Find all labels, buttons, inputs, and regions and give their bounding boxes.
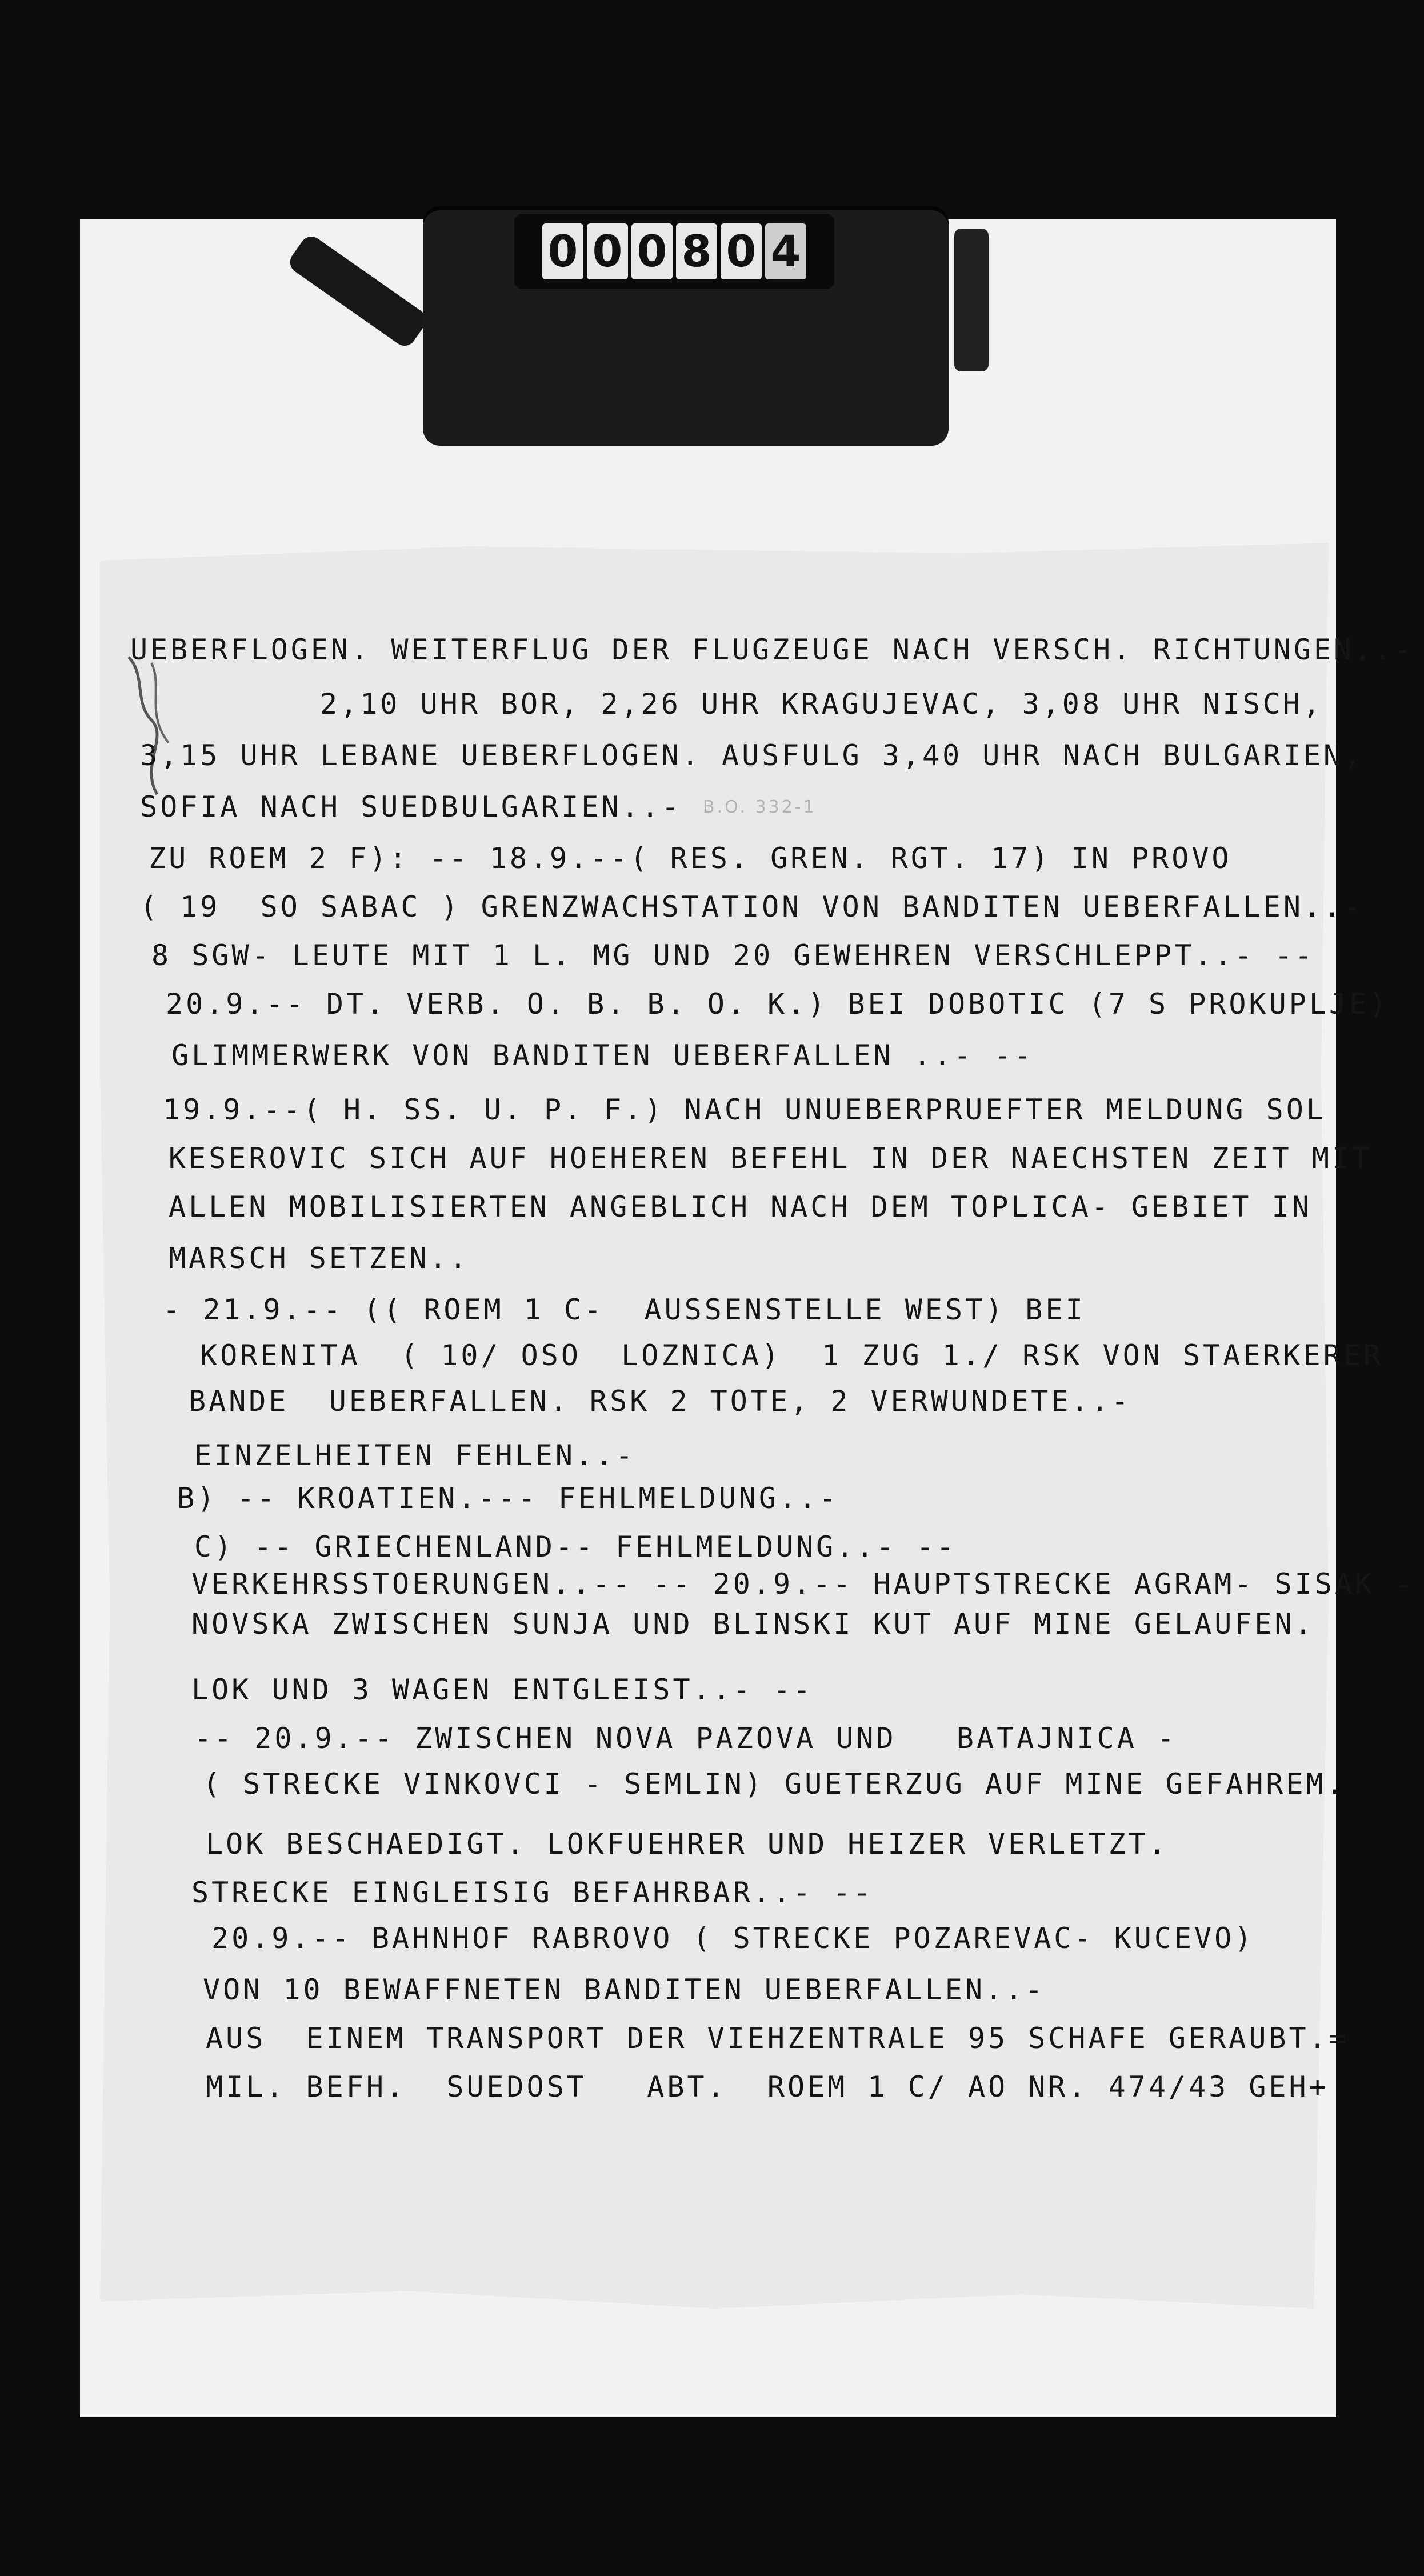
counter-digit: 8 [676, 223, 717, 279]
counter-digit: 0 [542, 223, 583, 279]
document-line: STRECKE EINGLEISIG BEFAHRBAR..- -- [191, 1876, 874, 1909]
document-line: C) -- GRIECHENLAND-- FEHLMELDUNG..- -- [194, 1530, 957, 1563]
document-line: SOFIA NACH SUEDBULGARIEN..- [140, 790, 682, 823]
document-line: AUS EINEM TRANSPORT DER VIEHZENTRALE 95 SCHAFE GERAUBT.= [206, 2022, 1349, 2055]
document-line: ( STRECKE VINKOVCI - SEMLIN) GUETERZUG AUF MINE GEFAHREM. [203, 1767, 1346, 1801]
document-line: B) -- KROATIEN.--- FEHLMELDUNG..- [177, 1482, 839, 1515]
document-line: VERKEHRSSTOERUNGEN..-- -- 20.9.-- HAUPTSTRECKE AGRAM- SISAK - [191, 1567, 1415, 1601]
document-line: 20.9.-- BAHNHOF RABROVO ( STRECKE POZAREVAC- KUCEVO) [211, 1922, 1255, 1955]
counter-digit: 0 [721, 223, 762, 279]
document-line: 3,15 UHR LEBANE UEBERFLOGEN. AUSFULG 3,40 UHR NACH BULGARIEN, [140, 739, 1364, 772]
document-line: UEBERFLOGEN. WEITERFLUG DER FLUGZEUGE NACH VERSCH. RICHTUNGEN..- [130, 633, 1414, 666]
document-line: NOVSKA ZWISCHEN SUNJA UND BLINSKI KUT AUF MINE GELAUFEN. [191, 1607, 1315, 1641]
pencil-annotation-mark [117, 651, 186, 800]
document-line: MARSCH SETZEN.. [169, 1242, 470, 1275]
document-line: VON 10 BEWAFFNETEN BANDITEN UEBERFALLEN..- [203, 1973, 1046, 2006]
document-line: KESEROVIC SICH AUF HOEHEREN BEFEHL IN DER NAECHSTEN ZEIT MIT [169, 1142, 1373, 1175]
document-line: 20.9.-- DT. VERB. O. B. B. O. K.) BEI DOBOTIC (7 S PROKUPLJE) [166, 987, 1390, 1021]
document-line: 19.9.--( H. SS. U. P. F.) NACH UNUEBERPRUEFTER MELDUNG SOL [163, 1093, 1326, 1126]
document-line: KORENITA ( 10/ OSO LOZNICA) 1 ZUG 1./ RSK VON STAERKERER [200, 1339, 1384, 1372]
document-line: 2,10 UHR BOR, 2,26 UHR KRAGUJEVAC, 3,08 UHR NISCH, [320, 687, 1323, 721]
counter-digit: 4 [765, 223, 806, 279]
document-line: EINZELHEITEN FEHLEN..- [194, 1439, 636, 1472]
counter-knob [954, 229, 989, 371]
document-line: LOK UND 3 WAGEN ENTGLEIST..- -- [191, 1673, 814, 1706]
counter-digit: 0 [587, 223, 628, 279]
document-line: LOK BESCHAEDIGT. LOKFUEHRER UND HEIZER VERLETZT. [206, 1827, 1169, 1861]
document-line: ALLEN MOBILISIERTEN ANGEBLICH NACH DEM TOPLICA- GEBIET IN [169, 1190, 1312, 1223]
document-line: GLIMMERWERK VON BANDITEN UEBERFALLEN ..- -- [171, 1039, 1034, 1072]
frame-counter-display [514, 214, 834, 289]
document-line: 8 SGW- LEUTE MIT 1 L. MG UND 20 GEWEHREN VERSCHLEPPT..- -- [151, 939, 1315, 972]
document-line: ( 19 SO SABAC ) GRENZWACHSTATION VON BANDITEN UEBERFALLEN..- [140, 890, 1364, 923]
document-line: MIL. BEFH. SUEDOST ABT. ROEM 1 C/ AO NR. 474/43 GEH+ [206, 2070, 1329, 2103]
document-line: BANDE UEBERFALLEN. RSK 2 TOTE, 2 VERWUNDETE..- [189, 1385, 1131, 1418]
counter-digit: 0 [631, 223, 673, 279]
faint-stamp: B.O. 332-1 [703, 797, 817, 817]
document-line: ZU ROEM 2 F): -- 18.9.--( RES. GREN. RGT. 17) IN PROVO [149, 842, 1232, 875]
document-line: -- 20.9.-- ZWISCHEN NOVA PAZOVA UND BATAJNICA - [194, 1722, 1178, 1755]
document-line: - 21.9.-- (( ROEM 1 C- AUSSENSTELLE WEST) BEI [163, 1293, 1086, 1326]
